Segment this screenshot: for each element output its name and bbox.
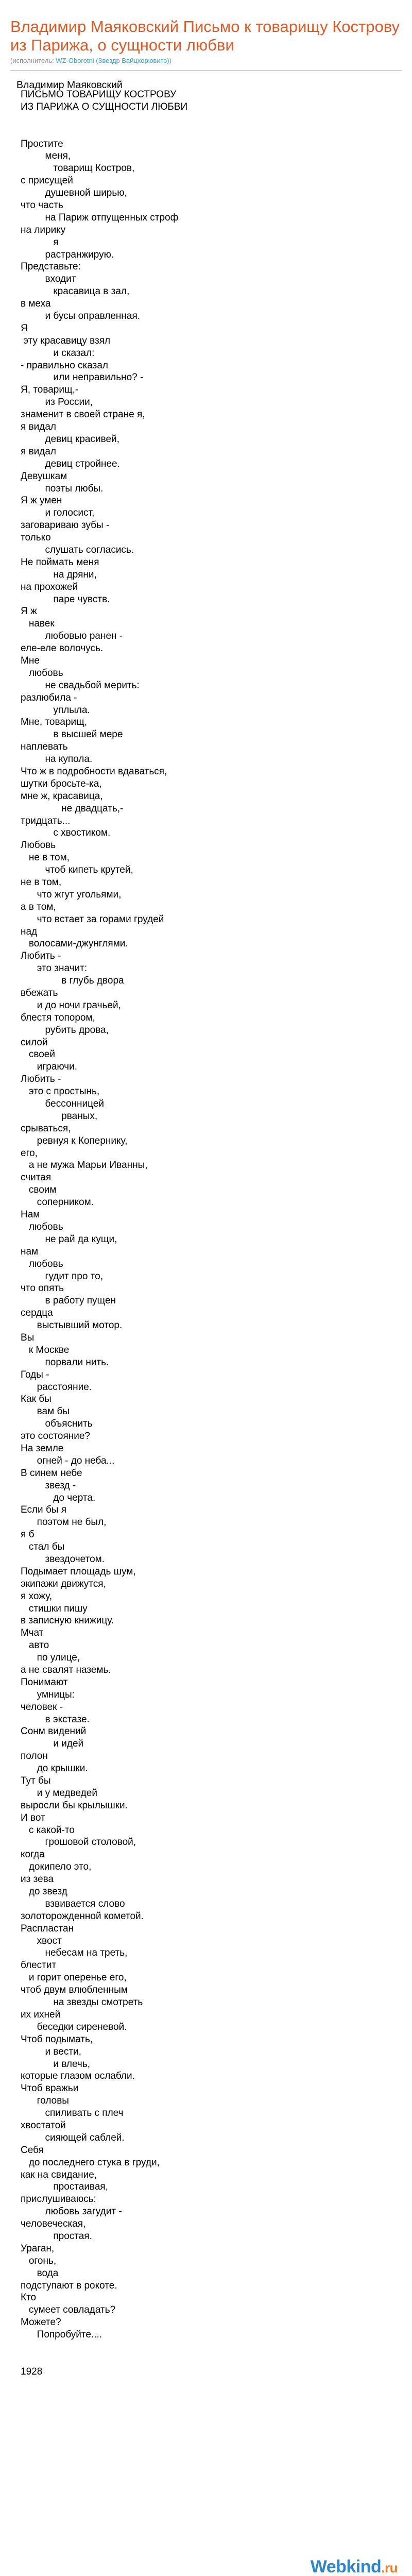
lyric-line: и у медведей <box>21 1787 97 1799</box>
header-divider <box>10 70 402 71</box>
lyric-line: рубить дрова, <box>21 1024 109 1036</box>
lyric-line: в высшей мере <box>21 729 123 740</box>
lyric-line: экипажи движутся, <box>21 1578 106 1589</box>
lyric-line: силой <box>21 1037 48 1048</box>
lyric-line: беседки сиреневой. <box>21 2021 127 2032</box>
lyric-line: хвостатой <box>21 2120 66 2131</box>
lyric-line: Подымает площадь шум, <box>21 1566 136 1577</box>
lyric-line: человек - <box>21 1701 63 1713</box>
lyric-line: на Париж отпущенных строф <box>21 212 179 223</box>
performer-suffix: ) <box>169 57 171 64</box>
lyric-line: Вы <box>21 1332 35 1343</box>
lyric-line: и до ночи грачьей, <box>21 999 121 1011</box>
site-logo[interactable] <box>311 2556 398 2576</box>
lyric-line: что жгут угольями, <box>21 889 122 900</box>
lyric-line: Девушкам <box>21 470 67 482</box>
lyric-line: которые глазом ослабли. <box>21 2071 135 2082</box>
lyric-line: Тут бы <box>21 1775 51 1787</box>
lyric-line: и бусы оправленная. <box>21 311 141 322</box>
lyric-line: выросли бы крылышки. <box>21 1800 128 1811</box>
lyric-line: с какой-то <box>21 1824 75 1836</box>
lyric-line: своей <box>21 1049 55 1060</box>
lyric-line: нам <box>21 1246 39 1257</box>
lyric-line: авто <box>21 1640 49 1651</box>
lyric-line: объяснить <box>21 1418 93 1430</box>
lyric-line: а в том, <box>21 901 56 912</box>
lyric-line: на дряни, <box>21 569 97 580</box>
lyric-line: навек <box>21 618 55 630</box>
lyric-line: в экстазе. <box>21 1714 90 1725</box>
author-name: Владимир Маяковский <box>16 79 123 91</box>
lyric-line: уплыла. <box>21 704 90 716</box>
performer-link[interactable]: WZ-Oborotni (Звездр Вайцхорювитэ) <box>56 57 169 64</box>
lyric-line: Мне, товарищ, <box>21 717 88 728</box>
lyric-line: по улице, <box>21 1652 80 1664</box>
lyric-line: Не поймать меня <box>21 556 99 568</box>
lyric-line <box>21 2341 391 2353</box>
lyric-line: вбежать <box>21 988 58 999</box>
lyric-line: разлюбила - <box>21 692 77 703</box>
lyric-line: стишки пишу <box>21 1603 88 1614</box>
lyric-line: сумеет совладать? <box>21 2304 116 2316</box>
lyric-line: я хожу, <box>21 1590 53 1602</box>
lyric-line: красавица в зал, <box>21 286 130 297</box>
lyric-line: подступают в рокоте. <box>21 2280 117 2291</box>
lyric-line: играючи. <box>21 1061 77 1073</box>
lyrics-body <box>21 89 391 2378</box>
lyric-line: Я <box>21 323 28 334</box>
lyric-line: товарищ Костров, <box>21 163 135 174</box>
lyric-line: с хвостиком. <box>21 827 111 839</box>
lyric-line: грошовой столовой, <box>21 1837 136 1848</box>
lyric-line: Любовь <box>21 840 56 851</box>
lyric-line: 1928 <box>21 2366 43 2377</box>
lyric-line: Попробуйте.... <box>21 2329 102 2341</box>
lyric-line: Понимают <box>21 1676 68 1688</box>
lyric-line: что часть <box>21 200 63 211</box>
lyric-line: Мчат <box>21 1628 44 1639</box>
lyric-line: в записную книжицу. <box>21 1615 114 1626</box>
lyric-line: любовь загудит - <box>21 2206 122 2217</box>
lyric-line: до крышки. <box>21 1763 88 1774</box>
lyric-line: душевной ширью, <box>21 188 127 199</box>
lyric-line: взвивается слово <box>21 1898 125 1909</box>
lyric-line: Я, товарищ,- <box>21 384 79 396</box>
logo-text-tld: .ru <box>381 2560 398 2575</box>
lyric-line: Я ж <box>21 606 37 617</box>
lyric-line: В синем небе <box>21 1467 82 1479</box>
lyric-line: вода <box>21 2267 59 2279</box>
lyric-line: я б <box>21 1529 35 1540</box>
logo-text-main: Webkind <box>310 2557 382 2576</box>
lyric-line: из зева <box>21 1874 54 1885</box>
lyric-line: любовью ранен - <box>21 631 123 642</box>
lyric-line: девиц стройнее. <box>21 458 120 469</box>
lyric-line: На земле <box>21 1443 64 1454</box>
lyric-line: знаменит в своей стране я, <box>21 409 145 420</box>
lyric-line: слушать согласись. <box>21 544 134 555</box>
lyric-line: срываться, <box>21 1123 71 1134</box>
performer-line <box>10 57 402 65</box>
lyric-line: любовь <box>21 1221 63 1232</box>
lyric-line: с присущей <box>21 175 73 187</box>
lyric-line: докипело это, <box>21 1861 92 1873</box>
lyric-line: наплевать <box>21 741 68 753</box>
lyric-line: над <box>21 926 38 937</box>
lyric-line: бессонницей <box>21 1098 104 1110</box>
lyric-line: еле-еле волочусь. <box>21 643 104 654</box>
lyric-line: на прохожей <box>21 581 78 592</box>
lyric-line: Чтоб подымать, <box>21 2033 93 2045</box>
lyric-line: ИЗ ПАРИЖА О СУЩНОСТИ ЛЮБВИ <box>21 101 188 112</box>
lyric-line: из России, <box>21 397 93 408</box>
lyric-line: что опять <box>21 1283 64 1294</box>
lyric-line: шутки бросьте-ка, <box>21 778 102 789</box>
lyric-line: в работу пущен <box>21 1295 116 1307</box>
lyric-line: блестя топором, <box>21 1012 95 1023</box>
lyric-line: Нам <box>21 1209 40 1221</box>
lyric-line: выстывший мотор. <box>21 1320 123 1331</box>
lyric-line: Чтоб вражьи <box>21 2083 79 2094</box>
lyric-line: это состояние? <box>21 1431 90 1442</box>
lyric-line: Что ж в подробности вдаваться, <box>21 766 167 777</box>
lyric-line: поэтом не был, <box>21 1517 107 1528</box>
lyric-line: к Москве <box>21 1344 70 1355</box>
lyric-line: и сказал: <box>21 347 95 359</box>
lyric-line: это с простынь, <box>21 1086 100 1097</box>
lyric-line: звезд - <box>21 1480 76 1491</box>
lyric-line: хвост <box>21 1935 62 1946</box>
lyric-line: Ураган, <box>21 2243 55 2254</box>
lyric-line: волосами-джунглями. <box>21 938 128 950</box>
lyric-line: и влечь, <box>21 2058 90 2070</box>
lyric-line: человеческая, <box>21 2218 86 2230</box>
lyric-line: прислушиваюсь: <box>21 2194 96 2205</box>
lyric-line: соперником. <box>21 1197 94 1208</box>
lyric-line: только <box>21 532 51 544</box>
lyric-line: Кто <box>21 2292 37 2303</box>
lyric-line: заговариваю зубы - <box>21 520 110 531</box>
lyric-line: и голосист, <box>21 507 95 519</box>
lyric-line: и вести, <box>21 2046 81 2057</box>
lyric-line: Годы - <box>21 1369 49 1380</box>
lyric-line: в меха <box>21 298 51 310</box>
lyric-line: чтоб кипеть крутей, <box>21 865 133 876</box>
lyric-line: небесам на треть, <box>21 1947 128 1959</box>
lyric-line <box>21 2353 391 2366</box>
lyric-line: вам бы <box>21 1406 70 1417</box>
lyric-line: И вот <box>21 1812 45 1823</box>
lyric-line: я <box>21 236 59 248</box>
lyric-line: что встает за горами грудей <box>21 913 164 925</box>
lyric-line: простая. <box>21 2230 92 2242</box>
lyric-line: я видал <box>21 446 57 457</box>
lyric-line: Мне <box>21 655 40 666</box>
lyric-line: девиц красивей, <box>21 433 119 445</box>
lyric-line: головы <box>21 2095 69 2107</box>
lyric-line: паре чувств. <box>21 594 110 605</box>
lyric-line: эту красавицу взял <box>21 335 111 346</box>
lyric-line: мне ж, красавица, <box>21 790 103 802</box>
lyric-line: не в том, <box>21 852 70 863</box>
lyric-line: стал бы <box>21 1541 65 1553</box>
lyric-line: я видал <box>21 421 57 433</box>
lyric-line: спиливать с плеч <box>21 2108 124 2119</box>
song-title: Владимир Маяковский Письмо к товарищу Кострову из Парижа, о сущности любви <box>10 18 400 54</box>
lyric-line: огонь, <box>21 2255 57 2266</box>
lyric-line: любовь <box>21 1258 63 1269</box>
lyric-line: поэты любы. <box>21 483 104 494</box>
lyric-line: и идей <box>21 1738 84 1750</box>
lyric-line: считая <box>21 1172 52 1183</box>
lyric-line: - правильно сказал <box>21 360 109 371</box>
lyric-line: сияющей саблей. <box>21 2132 125 2143</box>
lyric-line: Себя <box>21 2144 44 2156</box>
lyric-line: не в том, <box>21 877 62 888</box>
lyric-line: на купола. <box>21 754 93 765</box>
lyric-line: звездочетом. <box>21 1553 105 1565</box>
lyric-line: до звезд <box>21 1886 67 1897</box>
lyric-line: не свадьбой мерить: <box>21 680 140 691</box>
lyric-line: в глубь двора <box>21 975 124 987</box>
lyric-line: тридцать... <box>21 815 71 826</box>
lyric-line: это значит: <box>21 963 88 974</box>
lyric-line: Любить - <box>21 1074 61 1085</box>
lyric-line: входит <box>21 274 76 285</box>
lyric-line: ревнуя к Копернику, <box>21 1135 128 1146</box>
lyric-line: золоторожденной кометой. <box>21 1910 144 1922</box>
lyric-line: его, <box>21 1147 38 1159</box>
lyric-line: на звезды смотреть <box>21 1997 143 2008</box>
lyric-line: меня, <box>21 150 71 162</box>
performer-prefix: (исполнитель: <box>10 57 56 64</box>
lyric-line: любовь <box>21 667 63 679</box>
lyric-line: до последнего стука в груди, <box>21 2157 160 2168</box>
lyric-line: гудит про то, <box>21 1270 104 1282</box>
lyric-line: своим <box>21 1184 57 1196</box>
lyric-line <box>21 113 391 126</box>
lyric-line: растранжирую. <box>21 249 114 260</box>
lyric-line: сердца <box>21 1308 53 1319</box>
lyric-line: Распластан <box>21 1923 74 1934</box>
lyric-line: умницы: <box>21 1689 75 1700</box>
lyric-line: простаивая, <box>21 2181 108 2193</box>
lyric-line: Любить - <box>21 951 61 962</box>
lyric-line: как на свидание, <box>21 2169 97 2180</box>
lyric-line: не двадцать,- <box>21 803 124 814</box>
lyric-line: порвали нить. <box>21 1357 109 1368</box>
lyric-line: огней - до неба... <box>21 1455 115 1466</box>
lyric-line: их ихней <box>21 2009 61 2020</box>
lyric-line: чтоб двум влюбленным <box>21 1985 128 1996</box>
lyric-line: и горит оперенье его, <box>21 1972 127 1984</box>
lyric-line: когда <box>21 1849 45 1860</box>
lyric-line: а не свалят наземь. <box>21 1665 111 1675</box>
lyric-line: а не мужа Марьи Иванны, <box>21 1160 148 1171</box>
lyric-line: или неправильно? - <box>21 372 144 383</box>
lyric-line: на лирику <box>21 224 66 235</box>
lyric-line: ПИСЬМО ТОВАРИЩУ КОСТРОВУ <box>21 89 177 100</box>
lyric-line: Простите <box>21 138 63 149</box>
lyric-line: рваных, <box>21 1110 98 1122</box>
lyric-line: Если бы я <box>21 1504 67 1516</box>
lyric-line: Представьте: <box>21 261 81 273</box>
lyric-line: Я ж умен <box>21 495 62 506</box>
lyric-line: Можете? <box>21 2317 61 2328</box>
lyric-line: Как бы <box>21 1394 52 1405</box>
lyric-line: не рай да кущи, <box>21 1233 117 1245</box>
lyric-line: блестит <box>21 1960 57 1971</box>
lyric-line: полон <box>21 1751 48 1762</box>
lyric-line: расстояние. <box>21 1381 92 1393</box>
lyric-line: Сонм видений <box>21 1726 87 1737</box>
lyric-line: до черта. <box>21 1492 96 1503</box>
lyric-line <box>21 126 391 138</box>
